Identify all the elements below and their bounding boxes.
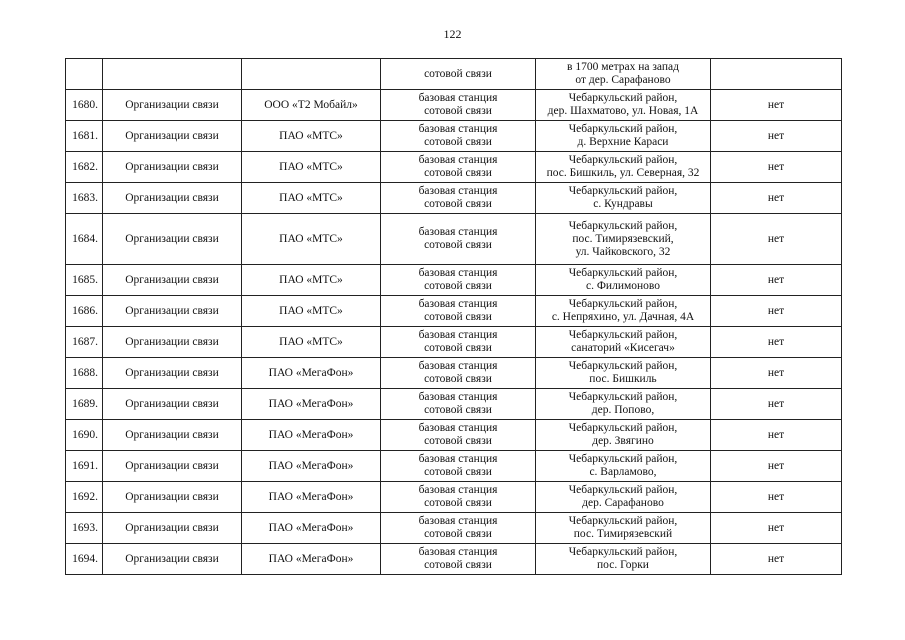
object-type-cell (381, 358, 536, 389)
operator-cell (242, 59, 381, 90)
object-type-cell (381, 90, 536, 121)
status-cell: нет (711, 90, 842, 121)
status-cell: нет (711, 513, 842, 544)
category-cell: Организации связи (103, 327, 242, 358)
address-cell (536, 90, 711, 121)
address-line: пос. Тимирязевский (573, 528, 673, 540)
object-type-line: базовая станция (418, 185, 498, 197)
address-line: д. Верхние Караси (577, 136, 669, 148)
row-number-cell: 1680. (66, 90, 103, 121)
address-line: от дер. Сарафаново (575, 74, 671, 86)
operator-cell: ПАО «МегаФон» (242, 389, 381, 420)
status-cell (711, 59, 842, 90)
address-line: Чебаркульский район, (568, 185, 678, 197)
address-line: дер. Звягино (592, 435, 654, 447)
address-line: Чебаркульский район, (568, 484, 678, 496)
table-row (66, 420, 842, 451)
object-type-line: базовая станция (418, 226, 498, 238)
operator-cell: ПАО «МТС» (242, 265, 381, 296)
object-type-cell (381, 482, 536, 513)
row-number-cell: 1690. (66, 420, 103, 451)
table-row (66, 121, 842, 152)
row-number-cell: 1693. (66, 513, 103, 544)
address-cell (536, 513, 711, 544)
address-line: Чебаркульский район, (568, 360, 678, 372)
row-number-cell: 1688. (66, 358, 103, 389)
status-cell: нет (711, 327, 842, 358)
row-number-cell: 1689. (66, 389, 103, 420)
table-row (66, 90, 842, 121)
address-cell (536, 482, 711, 513)
category-cell: Организации связи (103, 358, 242, 389)
address-cell (536, 327, 711, 358)
object-type-cell (381, 451, 536, 482)
object-type-cell (381, 121, 536, 152)
table-row (66, 183, 842, 214)
status-cell: нет (711, 183, 842, 214)
address-cell (536, 265, 711, 296)
status-cell: нет (711, 265, 842, 296)
object-type-line: базовая станция (418, 391, 498, 403)
category-cell: Организации связи (103, 482, 242, 513)
object-type-line: базовая станция (418, 267, 498, 279)
address-line: пос. Бишкиль, ул. Северная, 32 (546, 167, 700, 179)
object-type-line: сотовой связи (424, 559, 492, 571)
address-line: Чебаркульский район, (568, 453, 678, 465)
address-cell (536, 214, 711, 265)
object-type-line: сотовой связи (424, 528, 492, 540)
category-cell: Организации связи (103, 389, 242, 420)
operator-cell: ПАО «МегаФон» (242, 451, 381, 482)
page-number: 122 (443, 27, 462, 41)
address-line: пос. Тимирязевский, (572, 232, 674, 245)
operator-cell: ПАО «МТС» (242, 214, 381, 265)
table-row (66, 358, 842, 389)
address-line: Чебаркульский район, (568, 154, 678, 166)
status-cell: нет (711, 214, 842, 265)
operator-cell: ПАО «МегаФон» (242, 420, 381, 451)
table-row (66, 265, 842, 296)
status-cell: нет (711, 544, 842, 575)
address-line: Чебаркульский район, (568, 267, 678, 279)
num-cell (66, 59, 103, 90)
operator-cell: ПАО «МТС» (242, 183, 381, 214)
object-type-line: базовая станция (418, 154, 498, 166)
address-line: дер. Шахматово, ул. Новая, 1А (547, 105, 699, 117)
row-number-cell: 1681. (66, 121, 103, 152)
object-type-line: сотовой связи (424, 136, 492, 148)
address-line: пос. Горки (597, 559, 649, 571)
address-cell (536, 121, 711, 152)
table-row (66, 214, 842, 265)
address-line: с. Варламово, (589, 466, 657, 478)
table-row (66, 451, 842, 482)
category-cell: Организации связи (103, 265, 242, 296)
row-number-cell: 1686. (66, 296, 103, 327)
object-type-line: базовая станция (418, 515, 498, 527)
row-number-cell: 1683. (66, 183, 103, 214)
operator-cell: ООО «Т2 Мобайл» (242, 90, 381, 121)
object-type-line: базовая станция (418, 453, 498, 465)
operator-cell: ПАО «МегаФон» (242, 513, 381, 544)
object-type-line: сотовой связи (424, 239, 492, 251)
object-type-line: сотовой связи (424, 435, 492, 447)
address-line: пос. Бишкиль (589, 373, 657, 385)
registry-table-body (66, 59, 842, 575)
table-row (66, 544, 842, 575)
operator-cell: ПАО «МегаФон» (242, 358, 381, 389)
row-number-cell: 1687. (66, 327, 103, 358)
operator-cell: ПАО «МегаФон» (242, 482, 381, 513)
address-line: в 1700 метрах на запад (567, 61, 679, 73)
object-type-cell (381, 214, 536, 265)
category-cell: Организации связи (103, 513, 242, 544)
address-line: Чебаркульский район, (568, 515, 678, 527)
address-cell (536, 296, 711, 327)
object-type-line: сотовой связи (424, 311, 492, 323)
object-type-cell (381, 183, 536, 214)
object-type-line: базовая станция (418, 360, 498, 372)
object-type-line: базовая станция (418, 298, 498, 310)
object-type-line: сотовой связи (424, 105, 492, 117)
operator-cell: ПАО «МТС» (242, 121, 381, 152)
object-type-line: сотовой связи (424, 497, 492, 509)
address-line: Чебаркульский район, (568, 391, 678, 403)
operator-cell: ПАО «МегаФон» (242, 544, 381, 575)
object-type-cell (381, 59, 536, 90)
category-cell: Организации связи (103, 152, 242, 183)
object-type-cell (381, 544, 536, 575)
address-cell (536, 544, 711, 575)
object-type-line: сотовой связи (424, 466, 492, 478)
status-cell: нет (711, 358, 842, 389)
object-type-line: базовая станция (418, 546, 498, 558)
object-type-line: сотовой связи (424, 342, 492, 354)
address-line: Чебаркульский район, (568, 123, 678, 135)
address-cell (536, 451, 711, 482)
continuation-row (66, 59, 842, 90)
row-number-cell: 1684. (66, 214, 103, 265)
object-type-cell (381, 513, 536, 544)
registry-table (65, 58, 842, 575)
object-type-line: базовая станция (418, 123, 498, 135)
object-type-line: сотовой связи (424, 67, 492, 80)
category-cell: Организации связи (103, 121, 242, 152)
category-cell: Организации связи (103, 544, 242, 575)
category-cell: Организации связи (103, 183, 242, 214)
object-type-line: базовая станция (418, 329, 498, 341)
table-row (66, 296, 842, 327)
object-type-line: базовая станция (418, 422, 498, 434)
category-cell: Организации связи (103, 90, 242, 121)
category-cell: Организации связи (103, 451, 242, 482)
address-line: ул. Чайковского, 32 (575, 245, 671, 258)
object-type-cell (381, 152, 536, 183)
operator-cell: ПАО «МТС» (242, 296, 381, 327)
address-line: санаторий «Кисегач» (571, 342, 675, 354)
address-cell (536, 183, 711, 214)
status-cell: нет (711, 152, 842, 183)
object-type-cell (381, 327, 536, 358)
object-type-cell (381, 420, 536, 451)
address-line: дер. Сарафаново (582, 497, 664, 509)
object-type-cell (381, 265, 536, 296)
status-cell: нет (711, 121, 842, 152)
object-type-cell (381, 296, 536, 327)
object-type-line: сотовой связи (424, 404, 492, 416)
table-row (66, 482, 842, 513)
category-cell: Организации связи (103, 214, 242, 265)
status-cell: нет (711, 451, 842, 482)
category-cell: Организации связи (103, 420, 242, 451)
address-line: Чебаркульский район, (568, 219, 678, 232)
object-type-line: базовая станция (418, 92, 498, 104)
object-type-line: сотовой связи (424, 280, 492, 292)
table-row (66, 513, 842, 544)
category-cell: Организации связи (103, 296, 242, 327)
address-line: с. Кундравы (593, 198, 653, 210)
address-cell (536, 389, 711, 420)
table-row (66, 327, 842, 358)
table-row (66, 389, 842, 420)
object-type-line: сотовой связи (424, 373, 492, 385)
object-type-line: сотовой связи (424, 198, 492, 210)
status-cell: нет (711, 389, 842, 420)
status-cell: нет (711, 296, 842, 327)
object-type-line: сотовой связи (424, 167, 492, 179)
address-line: с. Филимоново (585, 280, 661, 292)
operator-cell: ПАО «МТС» (242, 327, 381, 358)
address-line: дер. Попово, (591, 404, 655, 416)
object-type-line: базовая станция (418, 484, 498, 496)
address-line: Чебаркульский район, (568, 298, 678, 310)
row-number-cell: 1682. (66, 152, 103, 183)
address-cell (536, 358, 711, 389)
address-line: Чебаркульский район, (568, 422, 678, 434)
address-line: Чебаркульский район, (568, 546, 678, 558)
row-number-cell: 1691. (66, 451, 103, 482)
category-cell (103, 59, 242, 90)
address-line: с. Непряхино, ул. Дачная, 4А (551, 311, 695, 323)
address-cell (536, 59, 711, 90)
status-cell: нет (711, 420, 842, 451)
table-row (66, 152, 842, 183)
status-cell: нет (711, 482, 842, 513)
address-line: Чебаркульский район, (568, 329, 678, 341)
operator-cell: ПАО «МТС» (242, 152, 381, 183)
address-cell (536, 420, 711, 451)
address-line: Чебаркульский район, (568, 92, 678, 104)
row-number-cell: 1694. (66, 544, 103, 575)
object-type-cell (381, 389, 536, 420)
address-cell (536, 152, 711, 183)
row-number-cell: 1685. (66, 265, 103, 296)
row-number-cell: 1692. (66, 482, 103, 513)
